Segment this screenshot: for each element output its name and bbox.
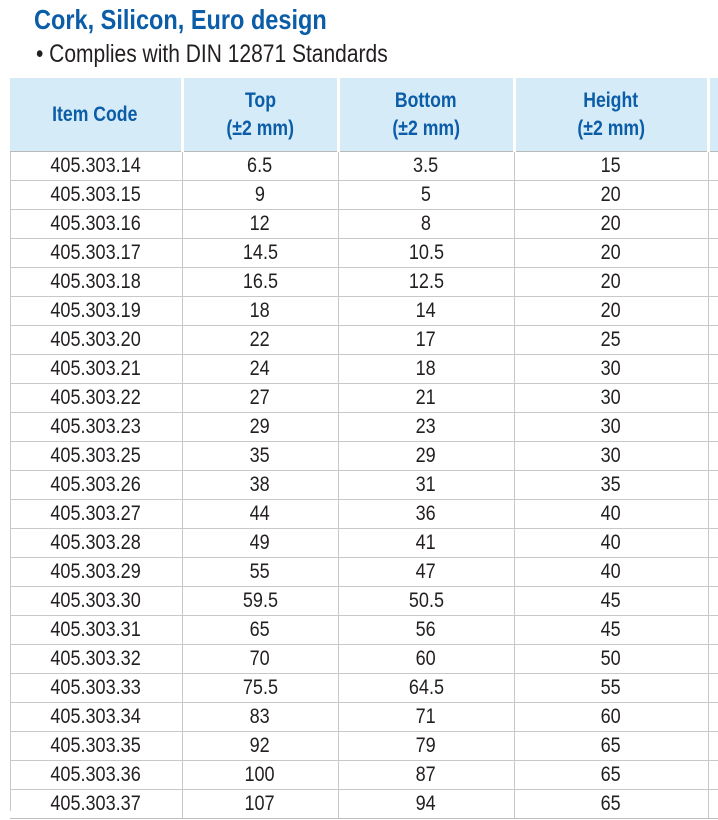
- cell-item-code-value: 405.303.16: [50, 212, 141, 235]
- table-row: [10, 326, 718, 355]
- cell-item-code: [10, 442, 182, 471]
- cell-top-value: 59.5: [242, 589, 278, 612]
- cell-item-code: [10, 616, 182, 645]
- cell-item-code-value: 405.303.19: [50, 299, 141, 322]
- table-row: [10, 674, 718, 703]
- cell-height-value: 45: [600, 589, 622, 612]
- cell-bottom: [338, 210, 514, 239]
- cell-height: [514, 732, 708, 761]
- table-row: [10, 645, 718, 674]
- cell-height-value: 65: [600, 734, 622, 757]
- table-row: [10, 587, 718, 616]
- cell-height: [514, 558, 708, 587]
- cell-item-code-value: 405.303.36: [50, 763, 141, 786]
- cell-item-code: [10, 181, 182, 210]
- cell-cut-off: [708, 239, 718, 268]
- cell-top: [182, 645, 338, 674]
- cell-item-code: [10, 529, 182, 558]
- cell-height-value: 30: [600, 415, 622, 438]
- cell-top: [182, 500, 338, 529]
- cell-item-code-value: 405.303.35: [50, 734, 141, 757]
- cell-height: [514, 413, 708, 442]
- cell-item-code-value: 405.303.26: [50, 473, 141, 496]
- cell-height: [514, 703, 708, 732]
- table-row: [10, 790, 718, 819]
- cell-height: [514, 587, 708, 616]
- cell-top-value: 44: [249, 502, 271, 525]
- cell-bottom: [338, 790, 514, 819]
- cell-item-code: [10, 761, 182, 790]
- table-body: [10, 152, 718, 819]
- cell-height-value: 50: [600, 647, 622, 670]
- cell-top-value: 6.5: [247, 154, 273, 177]
- cell-top-value: 22: [249, 328, 271, 351]
- cell-bottom: [338, 152, 514, 181]
- cell-bottom: [338, 442, 514, 471]
- cell-item-code: [10, 500, 182, 529]
- cell-top-value: 16.5: [242, 270, 278, 293]
- cell-top: [182, 326, 338, 355]
- cell-bottom: [338, 645, 514, 674]
- cell-cut-off: [708, 384, 718, 413]
- cell-height-value: 65: [600, 792, 622, 815]
- cell-height: [514, 500, 708, 529]
- cell-item-code: [10, 471, 182, 500]
- cell-bottom-value: 14: [415, 299, 437, 322]
- cell-top-value: 83: [249, 705, 271, 728]
- cell-cut-off: [708, 732, 718, 761]
- cell-top: [182, 761, 338, 790]
- cell-item-code-value: 405.303.32: [50, 647, 141, 670]
- cell-bottom: [338, 297, 514, 326]
- cell-top: [182, 268, 338, 297]
- cell-top: [182, 529, 338, 558]
- cell-bottom: [338, 384, 514, 413]
- cell-height: [514, 442, 708, 471]
- cell-bottom: [338, 732, 514, 761]
- table-row: [10, 558, 718, 587]
- cell-cut-off: [708, 268, 718, 297]
- table-row: [10, 761, 718, 790]
- cell-item-code: [10, 326, 182, 355]
- cell-bottom: [338, 674, 514, 703]
- cell-cut-off: [708, 645, 718, 674]
- cell-top-value: 9: [254, 183, 266, 206]
- table-row: [10, 355, 718, 384]
- cell-bottom-value: 71: [415, 705, 437, 728]
- header-height-label: Height: [583, 88, 639, 112]
- cell-height: [514, 790, 708, 819]
- cell-item-code-value: 405.303.15: [50, 183, 141, 206]
- cell-item-code: [10, 558, 182, 587]
- table-row: [10, 268, 718, 297]
- header-item-code: [10, 78, 182, 152]
- cell-cut-off: [708, 210, 718, 239]
- cell-bottom: [338, 529, 514, 558]
- cell-top: [182, 413, 338, 442]
- page-title: Cork, Silicon, Euro design: [34, 4, 327, 35]
- cell-item-code: [10, 790, 182, 819]
- cell-item-code-value: 405.303.21: [50, 357, 141, 380]
- cell-height-value: 40: [600, 502, 622, 525]
- cell-height: [514, 152, 708, 181]
- cell-bottom-value: 50.5: [408, 589, 444, 612]
- cell-top: [182, 384, 338, 413]
- cell-cut-off: [708, 442, 718, 471]
- cell-height: [514, 355, 708, 384]
- header-row: [10, 78, 718, 152]
- cell-top-value: 29: [249, 415, 271, 438]
- cell-height: [514, 326, 708, 355]
- cell-bottom-value: 87: [415, 763, 437, 786]
- cell-top-value: 49: [249, 531, 271, 554]
- cell-item-code-value: 405.303.14: [50, 154, 141, 177]
- cell-cut-off: [708, 326, 718, 355]
- table-row: [10, 297, 718, 326]
- cell-item-code-value: 405.303.23: [50, 415, 141, 438]
- cell-bottom-value: 94: [415, 792, 437, 815]
- cell-height-value: 20: [600, 241, 622, 264]
- cell-item-code-value: 405.303.27: [50, 502, 141, 525]
- cell-height: [514, 239, 708, 268]
- cell-bottom: [338, 500, 514, 529]
- cell-top: [182, 790, 338, 819]
- cell-bottom: [338, 761, 514, 790]
- cell-item-code-value: 405.303.17: [50, 241, 141, 264]
- cell-bottom: [338, 703, 514, 732]
- cell-cut-off: [708, 790, 718, 819]
- header-bottom-tolerance: (±2 mm): [392, 116, 460, 140]
- cell-bottom-value: 23: [415, 415, 437, 438]
- cell-height-value: 20: [600, 183, 622, 206]
- cell-cut-off: [708, 529, 718, 558]
- cell-cut-off: [708, 471, 718, 500]
- cell-cut-off: [708, 181, 718, 210]
- cell-item-code: [10, 703, 182, 732]
- cell-item-code-value: 405.303.30: [50, 589, 141, 612]
- cell-top-value: 24: [249, 357, 271, 380]
- cell-bottom-value: 47: [415, 560, 437, 583]
- cell-bottom-value: 17: [415, 328, 437, 351]
- cell-item-code-value: 405.303.33: [50, 676, 141, 699]
- cell-bottom: [338, 268, 514, 297]
- header-item-code-label: Item Code: [52, 102, 138, 126]
- cell-height: [514, 297, 708, 326]
- cell-cut-off: [708, 297, 718, 326]
- cell-height: [514, 384, 708, 413]
- cell-height-value: 45: [600, 618, 622, 641]
- cell-item-code: [10, 674, 182, 703]
- table-row: [10, 384, 718, 413]
- cell-bottom: [338, 587, 514, 616]
- cell-item-code: [10, 268, 182, 297]
- cell-top: [182, 297, 338, 326]
- cell-cut-off: [708, 674, 718, 703]
- cell-item-code-value: 405.303.22: [50, 386, 141, 409]
- cell-height: [514, 645, 708, 674]
- header-height-tolerance: (±2 mm): [577, 116, 645, 140]
- cell-height-value: 15: [600, 154, 622, 177]
- cell-bottom: [338, 413, 514, 442]
- cell-top-value: 70: [249, 647, 271, 670]
- cell-top-value: 14.5: [242, 241, 278, 264]
- cell-height-value: 55: [600, 676, 622, 699]
- cell-bottom-value: 64.5: [408, 676, 444, 699]
- table-row: [10, 703, 718, 732]
- cell-bottom-value: 31: [415, 473, 437, 496]
- cell-bottom: [338, 355, 514, 384]
- cell-height-value: 20: [600, 270, 622, 293]
- cell-item-code: [10, 355, 182, 384]
- table-row: [10, 152, 718, 181]
- cell-top: [182, 442, 338, 471]
- cell-height-value: 30: [600, 444, 622, 467]
- cell-cut-off: [708, 761, 718, 790]
- cell-height-value: 20: [600, 212, 622, 235]
- table-row: [10, 239, 718, 268]
- cell-top-value: 65: [249, 618, 271, 641]
- cell-top-value: 100: [244, 763, 276, 786]
- cell-height: [514, 471, 708, 500]
- standards-note: • Complies with DIN 12871 Standards: [36, 40, 388, 68]
- cell-item-code: [10, 239, 182, 268]
- spec-table-container: [10, 78, 718, 820]
- cell-bottom: [338, 471, 514, 500]
- cell-top: [182, 181, 338, 210]
- cell-top: [182, 152, 338, 181]
- header-cut-off-column: [708, 78, 718, 152]
- cell-height-value: 30: [600, 386, 622, 409]
- cell-cut-off: [708, 152, 718, 181]
- cell-bottom-value: 36: [415, 502, 437, 525]
- spec-table: [10, 78, 718, 819]
- cell-item-code: [10, 732, 182, 761]
- cell-item-code-value: 405.303.37: [50, 792, 141, 815]
- header-top-tolerance: (±2 mm): [226, 116, 294, 140]
- cell-bottom-value: 8: [420, 212, 432, 235]
- cell-top-value: 55: [249, 560, 271, 583]
- cell-item-code: [10, 384, 182, 413]
- header-top: [182, 78, 338, 152]
- cell-height-value: 60: [600, 705, 622, 728]
- cell-top-value: 38: [249, 473, 271, 496]
- table-row: [10, 181, 718, 210]
- cell-bottom: [338, 239, 514, 268]
- cell-bottom-value: 18: [415, 357, 437, 380]
- cell-top: [182, 703, 338, 732]
- cell-item-code: [10, 413, 182, 442]
- header-height: [514, 78, 708, 152]
- table-header: [10, 78, 718, 152]
- cell-height: [514, 268, 708, 297]
- cell-height: [514, 674, 708, 703]
- cell-bottom: [338, 558, 514, 587]
- cell-item-code-value: 405.303.34: [50, 705, 141, 728]
- cell-cut-off: [708, 703, 718, 732]
- cell-bottom: [338, 326, 514, 355]
- cell-top-value: 35: [249, 444, 271, 467]
- cell-item-code-value: 405.303.20: [50, 328, 141, 351]
- table-row: [10, 442, 718, 471]
- table-row: [10, 210, 718, 239]
- cell-height-value: 40: [600, 560, 622, 583]
- cell-bottom-value: 56: [415, 618, 437, 641]
- table-row: [10, 471, 718, 500]
- cell-bottom-value: 29: [415, 444, 437, 467]
- cell-top: [182, 732, 338, 761]
- cell-top: [182, 558, 338, 587]
- cell-item-code: [10, 645, 182, 674]
- cell-bottom-value: 41: [415, 531, 437, 554]
- cell-height-value: 30: [600, 357, 622, 380]
- table-row: [10, 500, 718, 529]
- cell-cut-off: [708, 500, 718, 529]
- cell-cut-off: [708, 558, 718, 587]
- cell-height-value: 65: [600, 763, 622, 786]
- cell-height: [514, 529, 708, 558]
- table-row: [10, 616, 718, 645]
- cell-item-code: [10, 587, 182, 616]
- cell-height: [514, 181, 708, 210]
- cell-top-value: 107: [244, 792, 276, 815]
- table-row: [10, 529, 718, 558]
- cell-item-code-value: 405.303.31: [50, 618, 141, 641]
- cell-height: [514, 210, 708, 239]
- table-row: [10, 732, 718, 761]
- cell-top: [182, 210, 338, 239]
- cell-top: [182, 239, 338, 268]
- cell-bottom-value: 12.5: [408, 270, 444, 293]
- cell-top: [182, 616, 338, 645]
- cell-item-code: [10, 210, 182, 239]
- cell-item-code: [10, 297, 182, 326]
- cell-bottom-value: 79: [415, 734, 437, 757]
- cell-top-value: 12: [249, 212, 271, 235]
- cell-height: [514, 616, 708, 645]
- cell-bottom-value: 60: [415, 647, 437, 670]
- cell-item-code-value: 405.303.28: [50, 531, 141, 554]
- cell-top: [182, 674, 338, 703]
- cell-item-code: [10, 152, 182, 181]
- cell-top: [182, 587, 338, 616]
- cell-top-value: 18: [249, 299, 271, 322]
- cell-height-value: 40: [600, 531, 622, 554]
- cell-height-value: 20: [600, 299, 622, 322]
- cell-item-code-value: 405.303.29: [50, 560, 141, 583]
- cell-height-value: 35: [600, 473, 622, 496]
- cell-top: [182, 471, 338, 500]
- header-top-label: Top: [244, 88, 276, 112]
- cell-item-code-value: 405.303.25: [50, 444, 141, 467]
- cell-height-value: 25: [600, 328, 622, 351]
- cell-bottom-value: 3.5: [413, 154, 439, 177]
- cell-cut-off: [708, 616, 718, 645]
- cell-top-value: 75.5: [242, 676, 278, 699]
- cell-bottom-value: 5: [420, 183, 432, 206]
- cell-top-value: 92: [249, 734, 271, 757]
- cell-top: [182, 355, 338, 384]
- header-bottom: [338, 78, 514, 152]
- cell-height: [514, 761, 708, 790]
- header-bottom-label: Bottom: [395, 88, 457, 112]
- cell-bottom: [338, 616, 514, 645]
- table-row: [10, 413, 718, 442]
- cell-cut-off: [708, 355, 718, 384]
- cell-bottom: [338, 181, 514, 210]
- cell-cut-off: [708, 587, 718, 616]
- cell-top-value: 27: [249, 386, 271, 409]
- cell-bottom-value: 10.5: [408, 241, 444, 264]
- cell-bottom-value: 21: [415, 386, 437, 409]
- cell-cut-off: [708, 413, 718, 442]
- cell-item-code-value: 405.303.18: [50, 270, 141, 293]
